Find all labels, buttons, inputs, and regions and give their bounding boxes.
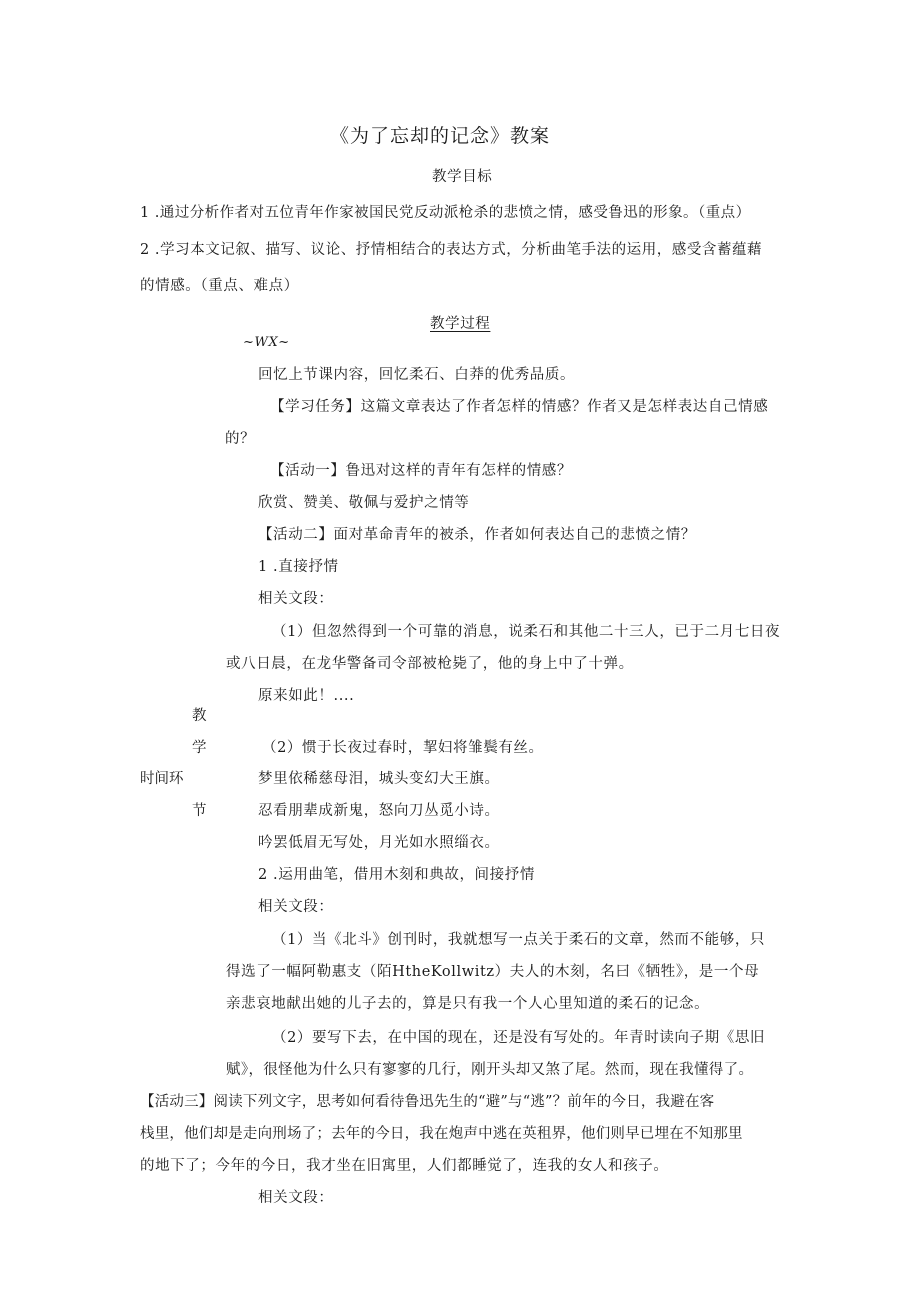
body-line: （1）当《北斗》创刊时，我就想写一点关于柔石的文章，然而不能够，只 [272, 932, 766, 948]
body-line: （2）要写下去，在中国的现在，还是没有写处的。年青时读向子期《思旧 [272, 1030, 766, 1046]
body-line: 相关文段： [258, 1190, 334, 1206]
side-label: 教 [192, 708, 207, 724]
page-title: 《为了忘却的记念》教案 [330, 125, 551, 147]
body-line: 回忆上节课内容，回忆柔石、白莽的优秀品质。 [258, 367, 576, 383]
poem-line: 吟罢低眉无写处，月光如水照缁衣。 [258, 835, 500, 851]
body-line: 欣赏、赞美、敬佩与爱护之情等 [258, 495, 470, 511]
body-line: 【活动二】面对革命青年的被杀，作者如何表达自己的悲愤之情？ [258, 527, 696, 543]
goal-line: 1 .通过分析作者对五位青年作家被国民党反动派枪杀的悲愤之情，感受鲁迅的形象。（重点） [140, 205, 751, 221]
goal-line: 的情感。（重点、难点） [140, 278, 299, 294]
body-line: 栈里，他们却是走向刑场了；去年的今日，我在炮声中逃在英租界，他们则早已埋在不知那里 [140, 1126, 743, 1142]
marker-text: ~WX~ [243, 335, 290, 350]
body-line: 原来如此！.... [258, 688, 355, 704]
body-line: 2 .运用曲笔，借用木刻和典故，间接抒情 [258, 867, 535, 883]
body-line: （1）但忽然得到一个可靠的消息，说柔石和其他二十三人，已于二月七日夜 [272, 624, 781, 640]
body-line: 亲悲哀地献出她的儿子去的，算是只有我一个人心里知道的柔石的记念。 [226, 996, 710, 1012]
body-line: 得选了一幅阿勒惠支（陌HtheKollwitz）夫人的木刻，名曰《牺牲》，是一个母 [226, 964, 760, 980]
body-line: 相关文段： [258, 591, 334, 607]
body-line: 【学习任务】这篇文章表达了作者怎样的情感？作者又是怎样表达自己情感 [270, 399, 769, 415]
side-label: 学 [192, 740, 207, 756]
body-line: 的地下了；今年的今日，我才坐在旧寓里，人们都睡觉了，连我的女人和孩子。 [140, 1158, 669, 1174]
poem-line: （2）惯于长夜过春时，挈妇将雏鬓有丝。 [262, 740, 544, 756]
body-line: 【活动一】鲁迅对这样的青年有怎样的情感？ [270, 463, 572, 479]
body-line: 【活动三】阅读下列文字，思考如何看待鲁迅先生的“避”与“逃”？前年的今日，我避在客 [140, 1094, 715, 1110]
side-label: 节 [192, 803, 207, 819]
body-line: 赋》，很怪他为什么只有寥寥的几行，刚开头却又煞了尾。然而，现在我懂得了。 [226, 1062, 754, 1078]
body-line: 相关文段： [258, 899, 334, 915]
side-label: 时间环 [140, 771, 184, 787]
poem-line: 忍看朋辈成新鬼，怒向刀丛觅小诗。 [258, 803, 500, 819]
goal-line: 2 .学习本文记叙、描写、议论、抒情相结合的表达方式，分析曲笔手法的运用，感受含蓄蕴藉 [140, 242, 763, 258]
body-line: 1 .直接抒情 [258, 559, 339, 575]
poem-line: 梦里依稀慈母泪，城头变幻大王旗。 [258, 771, 500, 787]
body-line: 的？ [225, 431, 256, 447]
goals-heading: 教学目标 [432, 169, 493, 185]
body-line: 或八日晨，在龙华警备司令部被枪毙了，他的身上中了十弹。 [226, 656, 634, 672]
process-heading: 教学过程 [430, 316, 491, 332]
